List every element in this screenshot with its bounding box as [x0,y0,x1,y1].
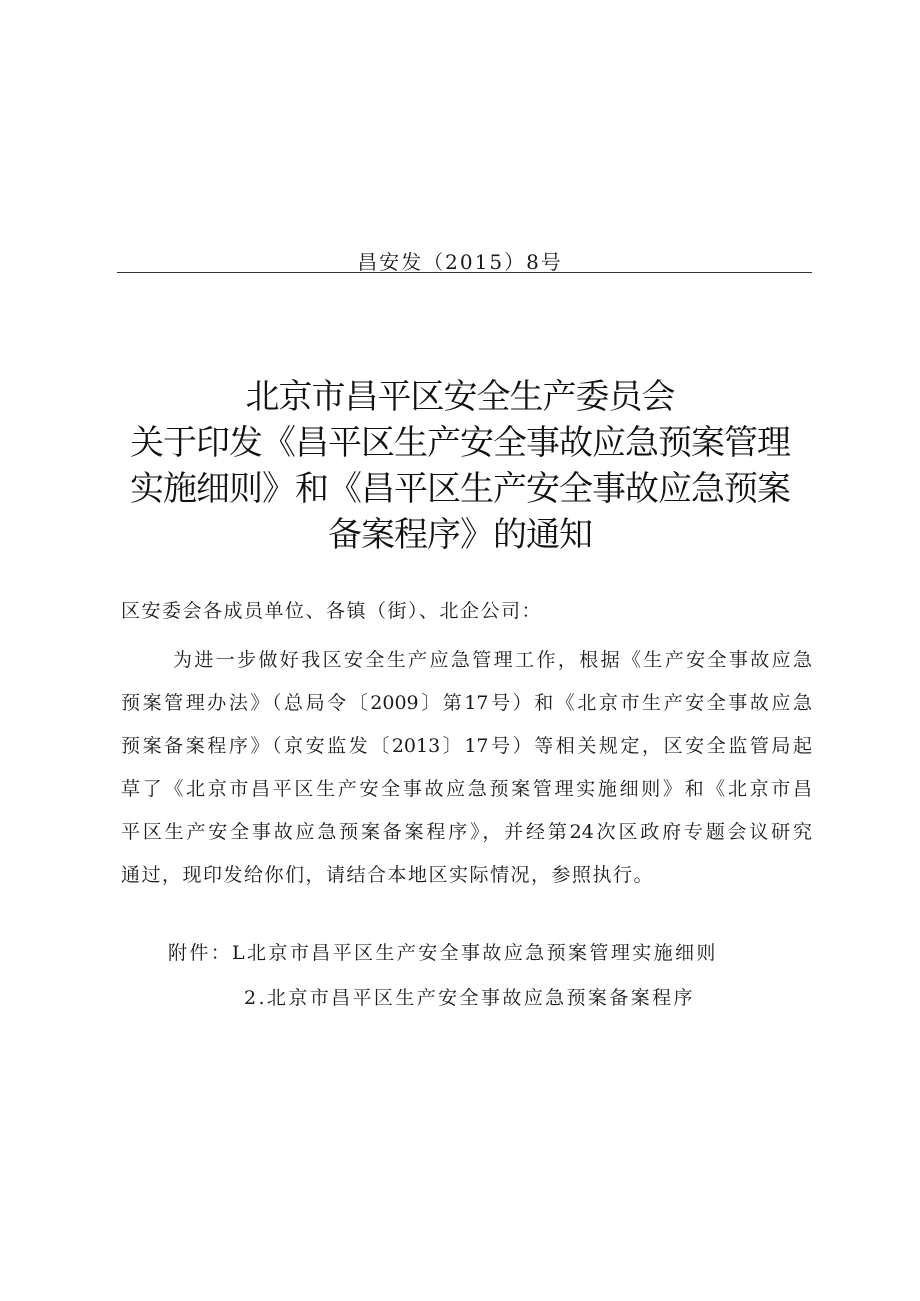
salutation: 区安委会各成员单位、各镇（街）、北企公司： [121,600,543,622]
attachment-item-1: L北京市昌平区生产安全事故应急预案管理实施细则 [232,942,718,964]
body-line: 草了《北京市昌平区生产安全事故应急预案管理实施细则》和《北京市昌 [121,778,812,800]
document-number: 昌安发（2015）8号 [357,250,563,274]
attachment-item-2: 2.北京市昌平区生产安全事故应急预案备案程序 [244,987,695,1009]
title-line-4: 备案程序》的通知 [328,515,592,555]
body-line: 平区生产安全事故应急预案备案程序》，并经第24次区政府专题会议研究 [121,821,812,843]
attachments-label: 附件： [168,942,233,964]
body-line: 通过，现印发给你们，请结合本地区实际情况，参照执行。 [121,864,655,886]
body-line: 预案备案程序》（京安监发〔2013〕17号）等相关规定，区安全监管局起 [121,735,812,757]
document-title [0,374,920,558]
title-line-2: 关于印发《昌平区生产安全事故应急预案管理 [130,423,790,463]
body-line: 预案管理办法》（总局令〔2009〕第17号）和《北京市生产安全事故应急 [121,692,812,714]
title-line-3: 实施细则》和《昌平区生产安全事故应急预案 [130,469,790,509]
title-line-1: 北京市昌平区安全生产委员会 [245,377,675,417]
body-line: 为进一步做好我区安全生产应急管理工作，根据《生产安全事故应急 [173,649,812,671]
header-divider [117,272,812,273]
